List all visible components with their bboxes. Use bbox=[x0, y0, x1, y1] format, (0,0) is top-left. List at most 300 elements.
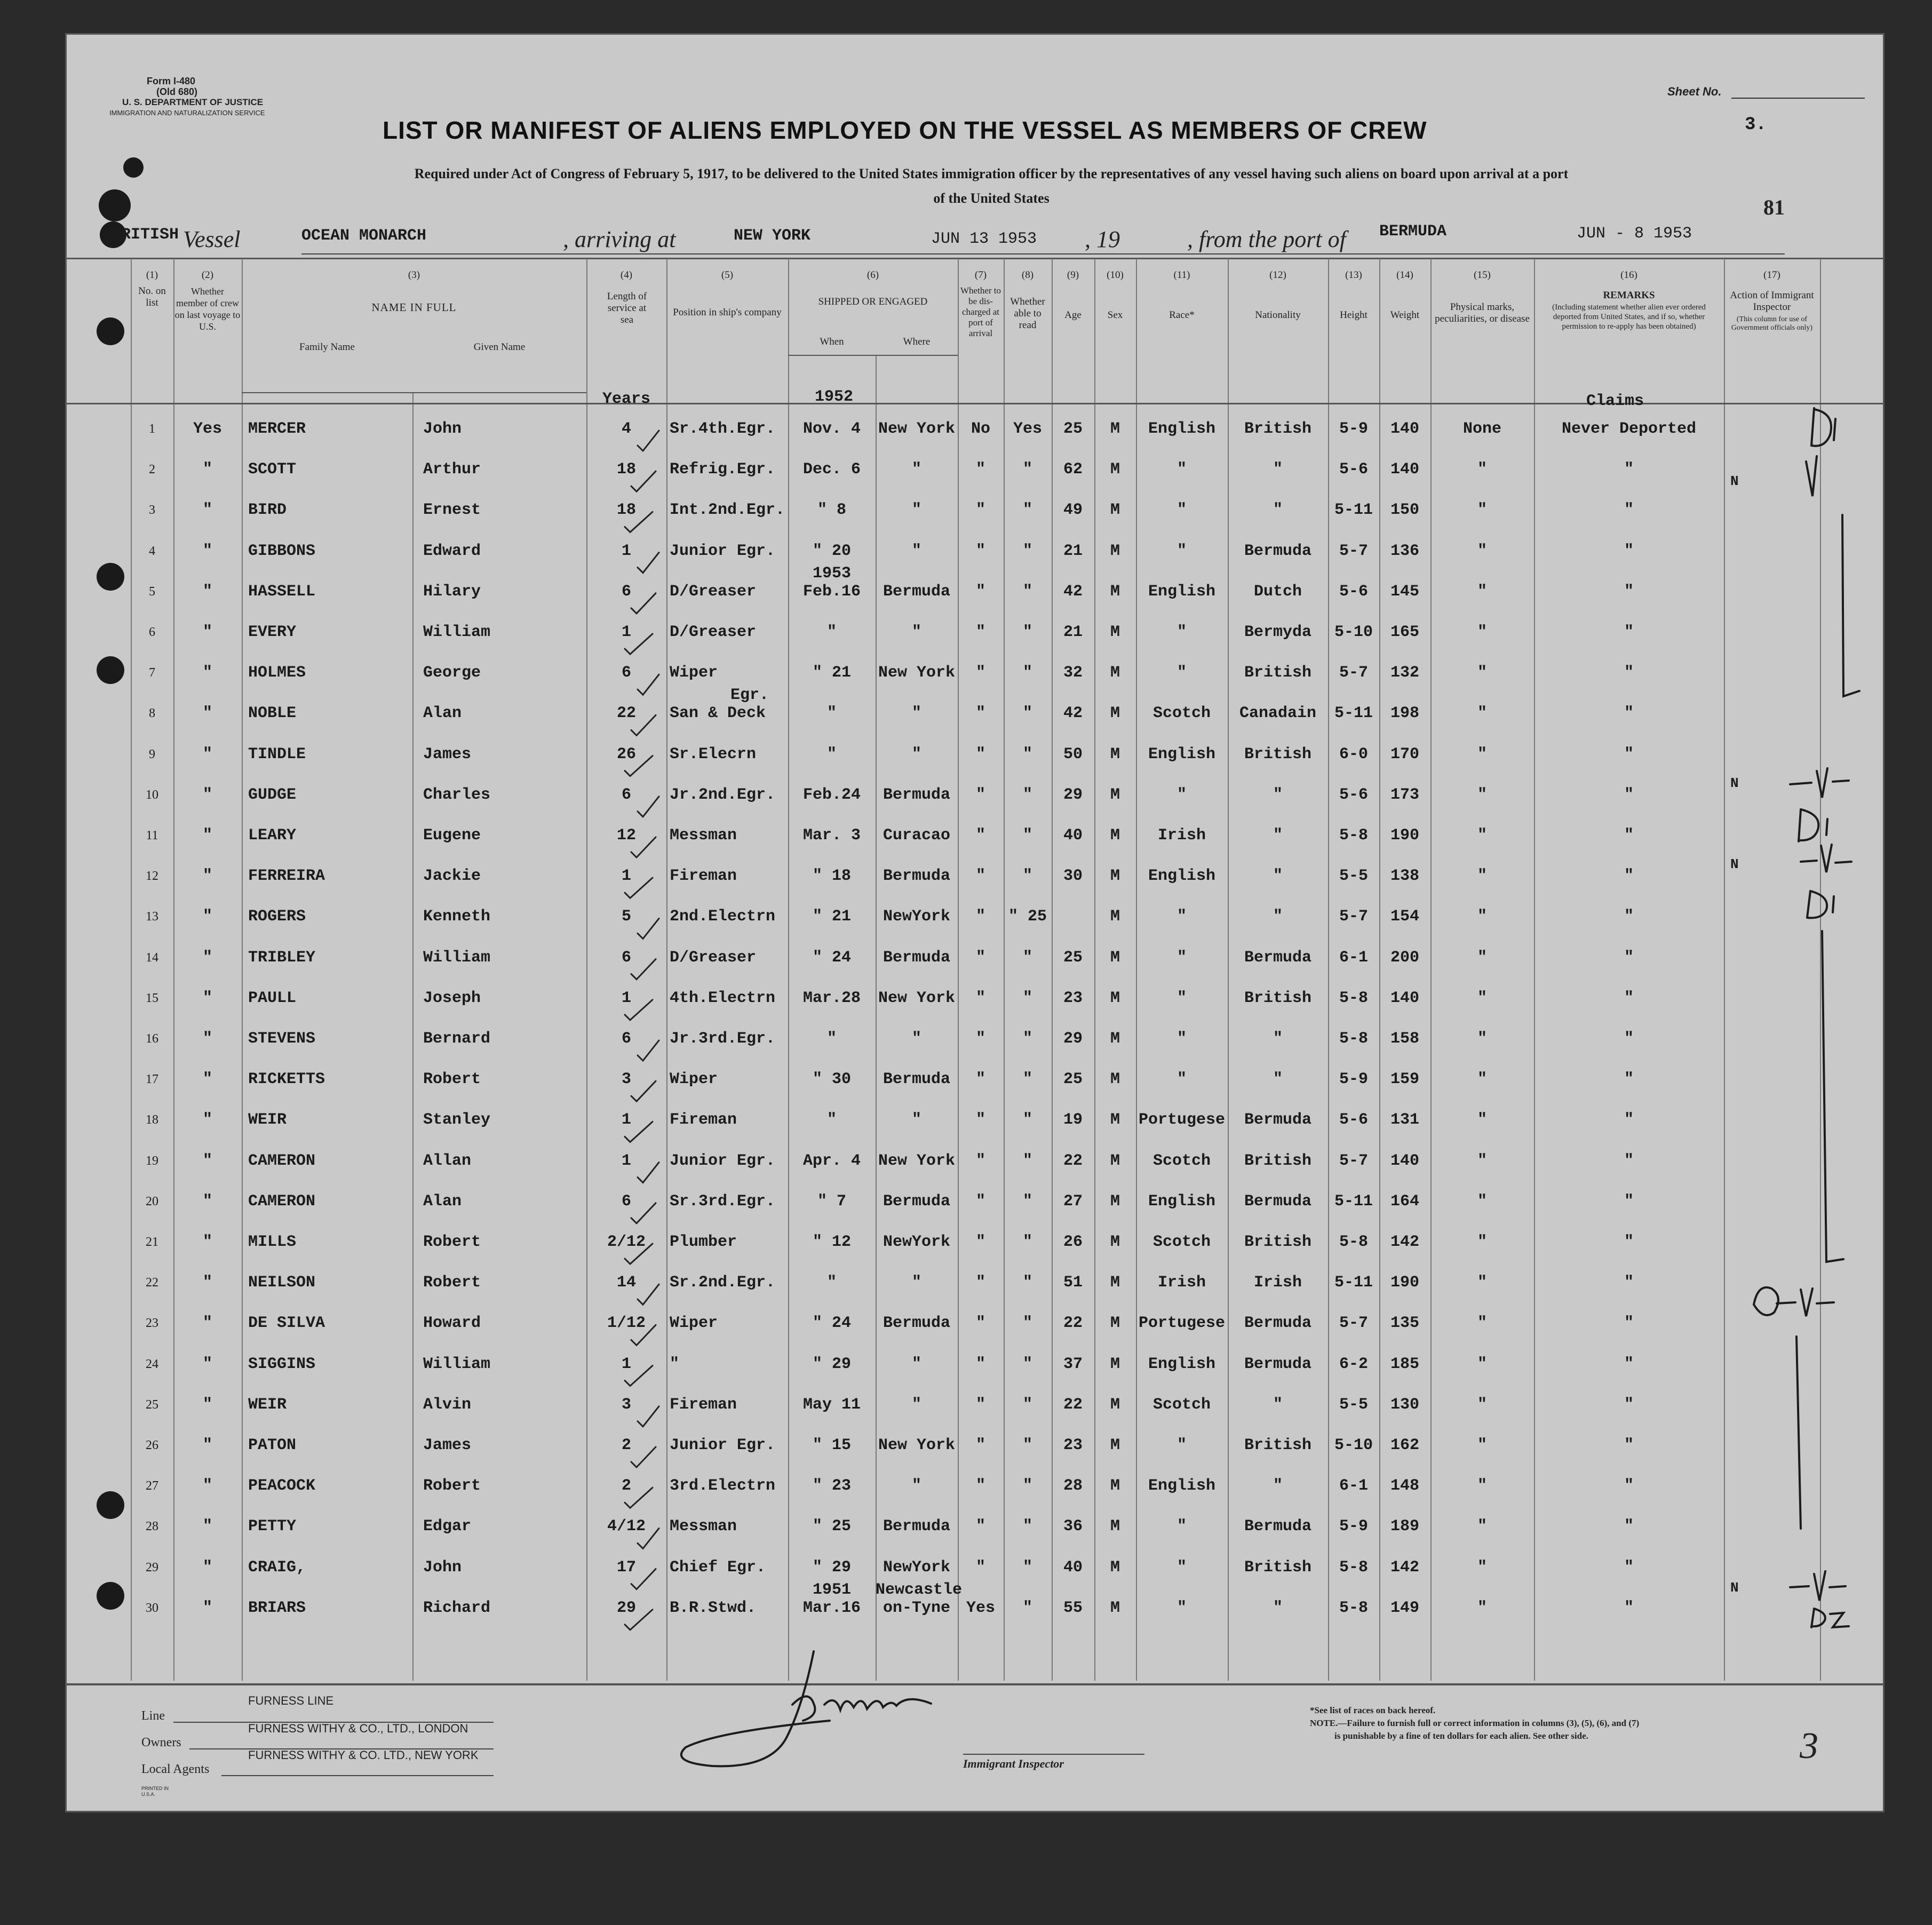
cell-row-number: 22 bbox=[146, 1276, 158, 1290]
cell-row-number: 12 bbox=[146, 869, 158, 884]
cell-row-number: 27 bbox=[146, 1479, 158, 1493]
cell-given-name: Kenneth bbox=[423, 908, 491, 926]
cell-position: Junior Egr. bbox=[670, 1151, 776, 1170]
cell-member-last-voyage: " bbox=[202, 826, 212, 845]
cell-age: 42 bbox=[1063, 582, 1083, 601]
inspector-pencil-marks bbox=[1721, 376, 1881, 1630]
cell-position: Messman bbox=[670, 826, 737, 845]
cell-position: Sr.4th.Egr. bbox=[670, 420, 776, 438]
year-label: , 19 bbox=[1085, 226, 1120, 252]
header-physical: Physical marks, peculiarities, or disease bbox=[1435, 301, 1530, 324]
cell-member-last-voyage: " bbox=[202, 1030, 212, 1048]
cell-shipped-where: Bermuda bbox=[882, 582, 951, 601]
cell-remarks: " bbox=[1624, 948, 1634, 967]
cell-age: 51 bbox=[1063, 1274, 1083, 1292]
cell-height: 5-7 bbox=[1339, 542, 1368, 560]
col-num-11: (11) bbox=[1173, 269, 1190, 281]
cell-member-last-voyage: " bbox=[202, 989, 212, 1007]
sheet-underline bbox=[1731, 98, 1865, 99]
cell-discharged: " bbox=[975, 1517, 985, 1536]
tick-mark bbox=[625, 756, 653, 776]
tick-mark bbox=[625, 634, 653, 654]
cell-height: 5-5 bbox=[1339, 867, 1368, 886]
cell-race: Portugese bbox=[1138, 1314, 1226, 1333]
cell-row-number: 8 bbox=[149, 706, 155, 721]
cell-position: Refrig.Egr. bbox=[670, 460, 776, 479]
cell-shipped-when: " bbox=[826, 1030, 837, 1048]
cell-nationality: British bbox=[1244, 420, 1312, 438]
cell-length-of-service: 22 bbox=[616, 704, 636, 723]
cell-given-name: James bbox=[423, 1436, 472, 1454]
cell-row-number: 21 bbox=[146, 1235, 158, 1249]
cell-length-of-service: 18 bbox=[616, 501, 636, 520]
cell-position: 3rd.Electrn bbox=[670, 1477, 776, 1496]
cell-length-of-service: 2 bbox=[621, 1436, 631, 1454]
cell-nationality: British bbox=[1244, 1151, 1312, 1170]
cell-race: Scotch bbox=[1152, 1151, 1211, 1170]
cell-physical-marks: " bbox=[1477, 501, 1487, 520]
cell-physical-marks: " bbox=[1477, 1355, 1487, 1373]
cell-able-to-read: " bbox=[1022, 542, 1032, 560]
cell-age: 55 bbox=[1063, 1598, 1083, 1617]
cell-discharged: " bbox=[975, 1274, 985, 1292]
cell-physical-marks: " bbox=[1477, 1517, 1487, 1536]
owners-value: FURNESS WITHY & CO., LTD., LONDON bbox=[248, 1722, 468, 1735]
col-num-10: (10) bbox=[1107, 269, 1124, 281]
cell-row-number: 2 bbox=[149, 463, 155, 477]
cell-family-name: WEIR bbox=[248, 1111, 287, 1129]
action-mark: N bbox=[1730, 775, 1739, 791]
note-races: *See list of races on back hereof. bbox=[1310, 1705, 1436, 1715]
cell-physical-marks: None bbox=[1462, 420, 1501, 438]
col-num-9: (9) bbox=[1067, 269, 1079, 281]
cell-race: Scotch bbox=[1152, 1395, 1211, 1414]
cell-family-name: GIBBONS bbox=[248, 542, 316, 560]
header-family-name: Family Name bbox=[299, 341, 355, 353]
col-num-2: (2) bbox=[201, 269, 214, 281]
cell-sex: M bbox=[1110, 1233, 1120, 1251]
cell-weight: 190 bbox=[1390, 826, 1419, 845]
cell-physical-marks: " bbox=[1477, 745, 1487, 763]
cell-race: English bbox=[1148, 582, 1216, 601]
cell-family-name: BRIARS bbox=[248, 1598, 306, 1617]
cell-family-name: SIGGINS bbox=[248, 1355, 316, 1373]
cell-race: English bbox=[1148, 1192, 1216, 1211]
cell-sex: M bbox=[1110, 948, 1120, 967]
cell-family-name: EVERY bbox=[248, 623, 297, 641]
cell-weight: 170 bbox=[1390, 745, 1419, 763]
cell-position: Sr.2nd.Egr. bbox=[670, 1274, 776, 1292]
cell-height: 5-8 bbox=[1339, 1558, 1368, 1577]
cell-member-last-voyage: " bbox=[202, 1314, 212, 1333]
header-action: Action of Immigrant Inspector bbox=[1730, 290, 1814, 313]
cell-race: " bbox=[1176, 908, 1187, 926]
cell-shipped-where: " bbox=[911, 1030, 921, 1048]
cell-given-name: Alan bbox=[423, 704, 462, 723]
sheet-number: 3. bbox=[1745, 115, 1767, 135]
cell-weight: 140 bbox=[1390, 460, 1419, 479]
form-old-number: (Old 680) bbox=[156, 86, 198, 97]
cell-physical-marks: " bbox=[1477, 785, 1487, 804]
cell-nationality: Irish bbox=[1253, 1274, 1302, 1292]
cell-sex: M bbox=[1110, 704, 1120, 723]
cell-given-name: William bbox=[423, 623, 491, 641]
cell-shipped-when: Mar. 3 bbox=[802, 826, 861, 845]
cell-length-of-service: 12 bbox=[616, 826, 636, 845]
cell-member-last-voyage: " bbox=[202, 1395, 212, 1414]
cell-row-number: 16 bbox=[146, 1032, 158, 1046]
cell-remarks: " bbox=[1624, 785, 1634, 804]
cell-shipped-when-year: 1951 bbox=[812, 1580, 851, 1599]
cell-nationality: Bermuda bbox=[1244, 948, 1312, 967]
column-rule bbox=[242, 259, 243, 1681]
cell-weight: 136 bbox=[1390, 542, 1419, 560]
cell-able-to-read: " bbox=[1022, 1314, 1032, 1333]
cell-able-to-read: " bbox=[1022, 1070, 1032, 1089]
cell-shipped-where: " bbox=[911, 460, 921, 479]
cell-weight: 200 bbox=[1390, 948, 1419, 967]
cell-member-last-voyage: " bbox=[202, 867, 212, 886]
cell-age: 37 bbox=[1063, 1355, 1083, 1373]
cell-height: 5-8 bbox=[1339, 989, 1368, 1007]
cell-weight: 145 bbox=[1390, 582, 1419, 601]
cell-discharged: " bbox=[975, 704, 985, 723]
cell-position-upper: Egr. bbox=[730, 686, 769, 705]
cell-shipped-where: New York bbox=[878, 420, 956, 438]
cell-row-number: 17 bbox=[146, 1072, 158, 1087]
cell-position: Wiper bbox=[670, 1314, 718, 1333]
cell-family-name: PATON bbox=[248, 1436, 297, 1454]
cell-weight: 173 bbox=[1390, 785, 1419, 804]
cell-able-to-read: " bbox=[1022, 582, 1032, 601]
cell-race: " bbox=[1176, 460, 1187, 479]
cell-shipped-when: " 12 bbox=[812, 1233, 851, 1251]
cell-nationality: Bermuda bbox=[1244, 1355, 1312, 1373]
cell-able-to-read: " bbox=[1022, 867, 1032, 886]
tick-marks bbox=[568, 429, 675, 1673]
cell-sex: M bbox=[1110, 501, 1120, 520]
cell-able-to-read: " bbox=[1022, 623, 1032, 641]
cell-sex: M bbox=[1110, 1598, 1120, 1617]
cell-member-last-voyage: " bbox=[202, 1233, 212, 1251]
cell-family-name: CAMERON bbox=[248, 1151, 316, 1170]
cell-length-of-service: 2/12 bbox=[607, 1233, 646, 1251]
cell-family-name: BIRD bbox=[248, 501, 287, 520]
cell-given-name: Alvin bbox=[423, 1395, 472, 1414]
agents-value: FURNESS WITHY & CO. LTD., NEW YORK bbox=[248, 1748, 479, 1762]
cell-length-of-service: 1 bbox=[621, 989, 631, 1007]
cell-discharged: " bbox=[975, 460, 985, 479]
tick-mark bbox=[638, 431, 659, 451]
cell-sex: M bbox=[1110, 1111, 1120, 1129]
cell-physical-marks: " bbox=[1477, 664, 1487, 682]
cell-family-name: MERCER bbox=[248, 420, 306, 438]
cell-given-name: Robert bbox=[423, 1274, 481, 1292]
cell-length-of-service: 6 bbox=[621, 664, 631, 682]
cell-height: 5-9 bbox=[1339, 1070, 1368, 1089]
cell-member-last-voyage: " bbox=[202, 623, 212, 641]
cell-weight: 159 bbox=[1390, 1070, 1419, 1089]
cell-able-to-read: " bbox=[1022, 1598, 1032, 1617]
cell-shipped-when: " 21 bbox=[812, 908, 851, 926]
cell-race: " bbox=[1176, 1558, 1187, 1577]
cell-height: 6-2 bbox=[1339, 1355, 1368, 1373]
cell-row-number: 18 bbox=[146, 1113, 158, 1127]
cell-age: 30 bbox=[1063, 867, 1083, 886]
cell-row-number: 29 bbox=[146, 1560, 158, 1574]
cell-remarks: " bbox=[1624, 1233, 1634, 1251]
cell-nationality: " bbox=[1273, 867, 1283, 886]
cell-nationality: British bbox=[1244, 989, 1312, 1007]
cell-shipped-when: Dec. 6 bbox=[802, 460, 861, 479]
cell-position: Wiper bbox=[670, 1070, 718, 1089]
cell-age: 19 bbox=[1063, 1111, 1083, 1129]
tick-mark bbox=[625, 512, 653, 532]
cell-discharged: " bbox=[975, 948, 985, 967]
cell-length-of-service: 1/12 bbox=[607, 1314, 646, 1333]
cell-physical-marks: " bbox=[1477, 1030, 1487, 1048]
cell-able-to-read: " bbox=[1022, 989, 1032, 1007]
cell-weight: 148 bbox=[1390, 1477, 1419, 1496]
cell-age: 25 bbox=[1063, 948, 1083, 967]
cell-shipped-where: " bbox=[911, 1111, 921, 1129]
header-member-last-voyage: Whether member of crew on last voyage to U.S. bbox=[174, 286, 241, 332]
cell-sex: M bbox=[1110, 1192, 1120, 1211]
cell-sex: M bbox=[1110, 908, 1120, 926]
cell-family-name: PEACOCK bbox=[248, 1477, 316, 1496]
vessel-label: Vessel bbox=[183, 226, 241, 252]
col-num-1: (1) bbox=[146, 269, 158, 281]
cell-nationality: British bbox=[1244, 1558, 1312, 1577]
cell-shipped-where: " bbox=[911, 745, 921, 763]
cell-row-number: 10 bbox=[146, 788, 158, 802]
cell-nationality: " bbox=[1273, 1598, 1283, 1617]
cell-member-last-voyage: " bbox=[202, 1436, 212, 1454]
cell-family-name: SCOTT bbox=[248, 460, 297, 479]
cell-sex: M bbox=[1110, 1314, 1120, 1333]
punch-hole bbox=[123, 157, 144, 178]
cell-height: 5-8 bbox=[1339, 1233, 1368, 1251]
cell-given-name: Robert bbox=[423, 1070, 481, 1089]
cell-row-number: 26 bbox=[146, 1438, 158, 1452]
cell-sex: M bbox=[1110, 1070, 1120, 1089]
cell-weight: 154 bbox=[1390, 908, 1419, 926]
cell-nationality: " bbox=[1273, 826, 1283, 845]
cell-age: 27 bbox=[1063, 1192, 1083, 1211]
cell-row-number: 3 bbox=[149, 503, 155, 518]
cell-member-last-voyage: " bbox=[202, 1517, 212, 1536]
cell-remarks: " bbox=[1624, 1598, 1634, 1617]
cell-remarks: " bbox=[1624, 1070, 1634, 1089]
cell-discharged: No bbox=[971, 420, 990, 438]
cell-race: " bbox=[1176, 1070, 1187, 1089]
action-mark: N bbox=[1730, 473, 1739, 489]
cell-discharged: " bbox=[975, 623, 985, 641]
cell-family-name: NOBLE bbox=[248, 704, 297, 723]
cell-nationality: " bbox=[1273, 1030, 1283, 1048]
cell-sex: M bbox=[1110, 1517, 1120, 1536]
cell-discharged: " bbox=[975, 1355, 985, 1373]
cell-height: 5-8 bbox=[1339, 1030, 1368, 1048]
cell-given-name: Ernest bbox=[423, 501, 481, 520]
tick-mark bbox=[638, 674, 659, 695]
header-position: Position in ship's company bbox=[673, 307, 782, 318]
cell-discharged: " bbox=[975, 867, 985, 886]
cell-shipped-where: New York bbox=[878, 664, 956, 682]
col-num-15: (15) bbox=[1474, 269, 1491, 281]
cell-remarks: " bbox=[1624, 1477, 1634, 1496]
manifest-sheet bbox=[65, 33, 1885, 1812]
tick-mark bbox=[625, 1610, 653, 1630]
cell-nationality: Bermyda bbox=[1244, 623, 1312, 641]
arrival-date-stamp: JUN 13 1953 bbox=[931, 230, 1037, 248]
cell-sex: M bbox=[1110, 1558, 1120, 1577]
cell-nationality: Bermuda bbox=[1244, 542, 1312, 560]
line-value: FURNESS LINE bbox=[248, 1694, 334, 1707]
tick-mark bbox=[631, 1203, 656, 1223]
cell-remarks: " bbox=[1624, 501, 1634, 520]
cell-length-of-service: 26 bbox=[616, 745, 636, 763]
cell-given-name: James bbox=[423, 745, 472, 763]
header-able-read: Whether able to read bbox=[1010, 296, 1045, 331]
cell-family-name: NEILSON bbox=[248, 1274, 316, 1292]
cell-row-number: 20 bbox=[146, 1194, 158, 1208]
vessel-name: OCEAN MONARCH bbox=[301, 227, 427, 245]
cell-position: Junior Egr. bbox=[670, 1436, 776, 1454]
subtitle-line-2: of the United States bbox=[933, 190, 1050, 206]
cell-able-to-read: " bbox=[1022, 1355, 1032, 1373]
vessel-nationality: BRITISH bbox=[112, 226, 179, 244]
cell-physical-marks: " bbox=[1477, 1314, 1487, 1333]
cell-height: 5-8 bbox=[1339, 1598, 1368, 1617]
punch-hole bbox=[99, 189, 131, 221]
cell-length-of-service: 6 bbox=[621, 582, 631, 601]
cell-weight: 142 bbox=[1390, 1233, 1419, 1251]
cell-length-of-service: 2 bbox=[621, 1477, 631, 1496]
cell-length-of-service: 1 bbox=[621, 1151, 631, 1170]
cell-weight: 164 bbox=[1390, 1192, 1419, 1211]
cell-nationality: " bbox=[1273, 460, 1283, 479]
tick-mark bbox=[638, 1163, 659, 1183]
header-shipped: SHIPPED OR ENGAGED bbox=[818, 296, 928, 307]
cell-member-last-voyage: Yes bbox=[193, 420, 222, 438]
cell-member-last-voyage: " bbox=[202, 948, 212, 967]
cell-member-last-voyage: " bbox=[202, 785, 212, 804]
cell-able-to-read: " bbox=[1022, 745, 1032, 763]
cell-family-name: DE SILVA bbox=[248, 1314, 325, 1333]
cell-row-number: 9 bbox=[149, 747, 155, 761]
cell-weight: 140 bbox=[1390, 989, 1419, 1007]
cell-position: B.R.Stwd. bbox=[670, 1598, 757, 1617]
cell-length-of-service: 17 bbox=[616, 1558, 636, 1577]
cell-height: 6-1 bbox=[1339, 948, 1368, 967]
cell-given-name: Jackie bbox=[423, 867, 481, 886]
cell-physical-marks: " bbox=[1477, 1151, 1487, 1170]
cell-weight: 131 bbox=[1390, 1111, 1419, 1129]
cell-height: 5-6 bbox=[1339, 582, 1368, 601]
cell-able-to-read: " bbox=[1022, 704, 1032, 723]
cell-position: Jr.3rd.Egr. bbox=[670, 1030, 776, 1048]
tick-mark bbox=[638, 797, 659, 817]
cell-shipped-where: Curacao bbox=[882, 826, 951, 845]
cell-age: 29 bbox=[1063, 1030, 1083, 1048]
arrival-port: NEW YORK bbox=[734, 227, 811, 245]
cell-member-last-voyage: " bbox=[202, 908, 212, 926]
header-age: Age bbox=[1064, 309, 1082, 321]
cell-length-of-service: 14 bbox=[616, 1274, 636, 1292]
cell-sex: M bbox=[1110, 582, 1120, 601]
tick-mark bbox=[625, 1366, 653, 1386]
cell-position: 2nd.Electrn bbox=[670, 908, 776, 926]
cell-shipped-when: Feb.16 bbox=[802, 582, 861, 601]
header-weight: Weight bbox=[1390, 309, 1420, 321]
cell-physical-marks: " bbox=[1477, 1477, 1487, 1496]
cell-physical-marks: " bbox=[1477, 582, 1487, 601]
cell-length-of-service: 4/12 bbox=[607, 1517, 646, 1536]
cell-sex: M bbox=[1110, 623, 1120, 641]
cell-physical-marks: " bbox=[1477, 1070, 1487, 1089]
cell-member-last-voyage: " bbox=[202, 460, 212, 479]
cell-row-number: 23 bbox=[146, 1316, 158, 1331]
cell-sex: M bbox=[1110, 785, 1120, 804]
header-given-name: Given Name bbox=[473, 341, 526, 353]
cell-discharged: " bbox=[975, 826, 985, 845]
cell-nationality: " bbox=[1273, 501, 1283, 520]
cell-age: 32 bbox=[1063, 664, 1083, 682]
cell-given-name: Hilary bbox=[423, 582, 481, 601]
cell-position: D/Greaser bbox=[670, 948, 757, 967]
cell-family-name: CAMERON bbox=[248, 1192, 316, 1211]
cell-shipped-where: " bbox=[911, 623, 921, 641]
cell-remarks: " bbox=[1624, 1355, 1634, 1373]
cell-discharged: " bbox=[975, 1111, 985, 1129]
cell-discharged: " bbox=[975, 1070, 985, 1089]
cell-discharged: " bbox=[975, 989, 985, 1007]
cell-length-of-service: 4 bbox=[621, 420, 631, 438]
cell-shipped-when: " 24 bbox=[812, 948, 851, 967]
cell-shipped-when: " 25 bbox=[812, 1517, 851, 1536]
cell-race: Portugese bbox=[1138, 1111, 1226, 1129]
cell-remarks: " bbox=[1624, 1274, 1634, 1292]
cell-able-to-read: " bbox=[1022, 948, 1032, 967]
cell-physical-marks: " bbox=[1477, 704, 1487, 723]
cell-age: 21 bbox=[1063, 623, 1083, 641]
cell-family-name: RICKETTS bbox=[248, 1070, 325, 1089]
cell-shipped-where: " bbox=[911, 1355, 921, 1373]
cell-shipped-when: " bbox=[826, 745, 837, 763]
page-number: 81 bbox=[1763, 195, 1785, 219]
cell-given-name: Eugene bbox=[423, 826, 481, 845]
cell-weight: 150 bbox=[1390, 501, 1419, 520]
cell-shipped-when: " 7 bbox=[817, 1192, 846, 1211]
cell-race: English bbox=[1148, 867, 1216, 886]
cell-shipped-when: " 18 bbox=[812, 867, 851, 886]
cell-physical-marks: " bbox=[1477, 1598, 1487, 1617]
tick-mark bbox=[631, 959, 656, 980]
cell-given-name: William bbox=[423, 948, 491, 967]
cell-able-to-read: " bbox=[1022, 1233, 1032, 1251]
inspector-label: Immigrant Inspector bbox=[963, 1757, 1064, 1770]
cell-height: 5-11 bbox=[1334, 501, 1373, 520]
cell-discharged: " bbox=[975, 1233, 985, 1251]
form-number: Form I-480 bbox=[147, 76, 196, 86]
cell-family-name: MILLS bbox=[248, 1233, 297, 1251]
cell-age: 29 bbox=[1063, 785, 1083, 804]
cell-able-to-read: " 25 bbox=[1008, 908, 1047, 926]
header-sex: Sex bbox=[1107, 309, 1123, 321]
note-fine-2: is punishable by a fine of ten dollars for each alien. See other side. bbox=[1334, 1731, 1588, 1741]
cell-sex: M bbox=[1110, 664, 1120, 682]
